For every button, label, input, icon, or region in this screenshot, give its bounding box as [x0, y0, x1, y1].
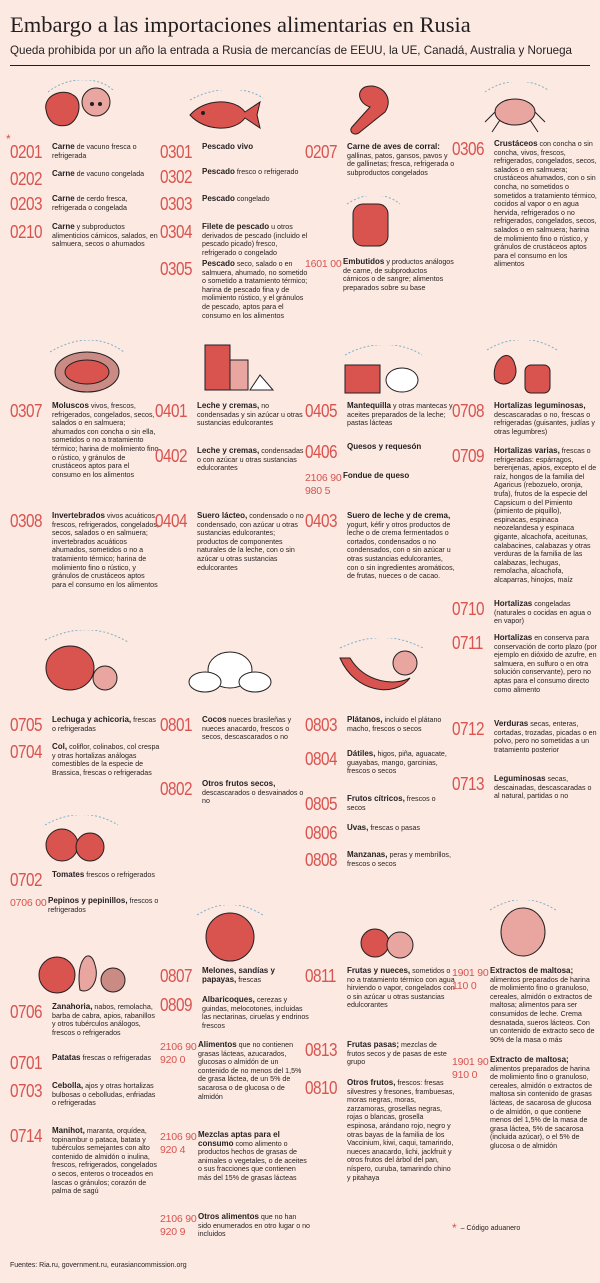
entry-0401: 0401 Leche y cremas, no condensadas y sin azúcar u otras sustancias edulcorantes — [155, 401, 303, 428]
footer-sources: Fuentes: Ria.ru, government.ru, eurasiancommission.org — [10, 1262, 187, 1269]
entry-0305: 0305 Pescado seco, salado o en salmuera, ahumado, no sometido o sometido a tratamiento térmico; harina de pescado fina y de molimiento rústico, y el gránulos de pescado, aptos para el consumo en los alimentos — [160, 259, 308, 320]
entry-0811: 0811 Frutas y nueces, sometidos o no a tratamiento térmico con agua hirviendo o vapor, congelados con o sin azúcar u otras sustancias edulcorantes — [305, 966, 455, 1010]
melon-icon — [195, 905, 265, 965]
entry-0813: 0813 Frutas pasas; mezclas de frutos secos y de pasas de este grupo — [305, 1040, 447, 1067]
entry-0709: 0709 Hortalizas varias, frescas o refrigeradas: espárragos, berenjenas, apios, excepto el de raíz, hongos de la familia del Agaricus (rebozuelo, oronja, trufa), frutos de la especie del Capsicum o del Pimiento (pimiento de piquillo), espinacas, espinaca neozelandesa y espinaca gigante, alcachofa, aceitunas, calabacines, calabazas y otras verduras de la familia de las calabazas, lechugas, remolacha, alcachofa, alcaparras, hinojos, maíz — [452, 446, 597, 584]
page-subtitle: Queda prohibida por un año la entrada a Rusia de mercancías de EEUU, la UE, Canadá, Australia y Noruega — [10, 44, 572, 57]
title-divider — [10, 65, 590, 66]
entry-2106-90-920-9: 2106 90 920 9 Otros alimentos que no han sido enumerados en otro lugar o no incluidos — [160, 1212, 310, 1239]
page-title: Embargo a las importaciones alimentarias en Rusia — [10, 12, 471, 37]
entry-0805: 0805 Frutos cítricos, frescos o secos — [305, 794, 436, 814]
entry-0207: 0207 Carne de aves de corral: gallinas, patos, gansos, pavos y de gallinetas; fresca, refrigerada o subproductos congelados — [305, 142, 455, 177]
banana-icon — [335, 638, 425, 703]
sausage-icon — [345, 196, 400, 251]
entry-0806: 0806 Uvas, frescas o pasas — [305, 823, 421, 843]
entry-0705: 0705 Lechuga y achicoria, frescas o refrigeradas — [10, 715, 156, 735]
entry-0710: 0710 Hortalizas congeladas (naturales o cocidas en agua o en vapor) — [452, 599, 592, 626]
entry-1601-00: 1601 00 Embutidos y productos análogos de carne, de subproductos cárnicos o de sangre; alimentos preparados sobre su base — [305, 257, 454, 292]
entry-0202: 0202 Carne de vacuno congelada — [10, 169, 145, 189]
entry-0210: 0210 Carne y subproductos alimenticios cárnicos, salados, en salmuera, secos o ahumados — [10, 222, 158, 249]
entry-0304: 0304 Filete de pescado u otros derivados de pescado (incluido el pescado picado) fresco, refrigerado o congelado — [160, 222, 308, 257]
entry-0801: 0801 Cocos nueces brasileñas y nueces anacardo, frescos o secos, descascarados o no — [160, 715, 292, 742]
entry-0307: 0307 Moluscos vivos, frescos, refrigerados, congelados, secos, salados o en salmuera; ahumados con concha o sin ella, sometidos o no a tratamiento térmico; harina de molimiento fino o rústico, y gránulos de crustáceos aptos para el consumo en los alimentos — [10, 401, 159, 479]
entry-0708: 0708 Hortalizas leguminosas, descascaradas o no, frescas o refrigeradas (guisantes, judías y otras legumbres) — [452, 401, 595, 436]
milk-icon — [195, 335, 275, 395]
lettuce-icon — [40, 630, 130, 695]
asterisk-icon: * — [452, 1221, 457, 1235]
entry-0703: 0703 Cebolla, ajos y otras hortalizas bulbosas o cebolludas, enfriadas o refrigeradas — [10, 1081, 156, 1108]
entry-0714: 0714 Manihot, maranta, orquídea, topinambur o pataca, batata y tubérculos semejantes con alto contenido de almidón o inulina, frescos, refrigerados, congelados o secos, enteros o troceados en lascas o gránulos; corazón de palma de sagú — [10, 1126, 157, 1196]
entry-1901-90-110-0: 1901 90 110 0 Extractos de maltosa; alimentos preparados de harina de molimiento fino o granuloso, cereales, almidón o extractos de maltosa; alimentos para ser consumidos de leche. Crema desnatada, sueros lácteos. Con un contenido de extracto seco de 90% de la masa o más — [452, 966, 595, 1044]
coconut-icon — [185, 640, 275, 700]
entry-0701: 0701 Patatas frescas o refrigeradas — [10, 1053, 152, 1073]
legend — [452, 1221, 520, 1235]
entry-0201: 0201 Carne de vacuno fresca o refrigerada — [10, 142, 137, 162]
entry-0308: 0308 Invertebrados vivos acuáticos, frescos, refrigerados, congelados, secos, salados o en salmuera; invertebrados acuáticos ahumados, sometidos o no a tratamiento térmico; harina de molimiento fino o rústico, y gránulos de crustáceos aptos para el consumo en los alimentos — [10, 511, 159, 589]
entry-0706-00: 0706 00 Pepinos y pepinillos, frescos o refrigerados — [10, 896, 159, 914]
vegetables-icon — [485, 340, 560, 395]
entry-0303: 0303 Pescado congelado — [160, 194, 270, 214]
entry-0711: 0711 Hortalizas en conserva para conservación de corto plazo (por ejemplo en dióxido de azufre, en salmuera, en sulfuro o en otra solución conservante), pero no aptas para el consumo directo como alimento — [452, 633, 597, 694]
pineapple-icon — [488, 900, 558, 960]
entry-0702: 0702 Tomates frescos o refrigerados — [10, 870, 155, 890]
entry-0403: 0403 Suero de leche y de crema, yogurt, kéfir y otros productos de leche o de crema fermentados o cortados, condensados o no condensados, con o sin azúcar u otras sustancias edulcorantes, con o sin ingredientes aromáticos, de frutas, nueces o de cacao. — [305, 511, 455, 581]
entry-0706: 0706 Zanahoria, nabos, remolacha, barba de cabra, apios, rabanillos y otros tubérculos análogos, frescos o refrigerados — [10, 1002, 155, 1037]
legend-label: – Código aduanero — [460, 1224, 521, 1232]
entry-0804: 0804 Dátiles, higos, piña, aguacate, guayabas, mango, garcinias, frescos o secos — [305, 749, 447, 776]
entry-0203: 0203 Carne de cerdo fresca, refrigerada o congelada — [10, 194, 128, 214]
entry-2106-90-980-5: 2106 90 980 5 Fondue de queso — [305, 471, 410, 497]
entry-0306: 0306 Crustáceos con concha o sin concha, vivos, frescos, refrigerados, congelados, secos, salados o en salmuera; crustáceos ahumados, con o sin concha, no sometidos o sometidos a tratamiento térmico, cocidos al vapor o en agua hervida, refrigerados o no refrigerados, congelados, secos, salados o en salmuera; harina de molimiento fino o rústico, y gránulos de crustáceos aptos para el consumo en los alimentos — [452, 139, 597, 269]
drumstick-icon — [340, 82, 400, 142]
entry-2106-90-920-4: 2106 90 920 4 Mezclas aptas para el consumo como alimento o productos hechos de grasas de animales o vegetales, o de aceites o sus fracciones que contienen más del 15% de grasas lácteas — [160, 1130, 307, 1182]
entry-0406: 0406 Quesos y requesón — [305, 442, 422, 462]
entry-0712: 0712 Verduras secas, enteras, cortadas, trozadas, picadas o en polvo, pero no sometidas a un tratamiento posterior — [452, 719, 597, 754]
fish-icon — [185, 90, 265, 135]
entry-0810: 0810 Otros frutos, frescos: fresas silvestres y fresones, frambuesas, moras negras, moras, zarzamoras, grosellas negras, rojas o blancas, grosella espinosa, arándano rojo, negro y otras bayas de la familia de los Vaccinium, kiwi, caqui, tamarindo, nueces anacardo, lichi, jackfruit y otros frutos del árbol del pan, níspero, curuba, tamarindo chino y pitahaya — [305, 1078, 455, 1182]
entry-0302: 0302 Pescado fresco o refrigerado — [160, 167, 299, 187]
asterisk-marker: * — [6, 132, 11, 146]
entry-0803: 0803 Plátanos, incluido el plátano macho, frescos o secos — [305, 715, 442, 735]
entry-0405: 0405 Mantequilla y otras mantecas y aceites preparados de la leche; pastas lácteas — [305, 401, 453, 428]
entry-0713: 0713 Leguminosas secas, descainadas, descascaradas o al natural, partidas o no — [452, 774, 592, 801]
mussel-icon — [42, 340, 127, 400]
berries-icon — [350, 905, 425, 965]
entry-0402: 0402 Leche y cremas, condensadas o con azúcar u otras sustancias edulcorantes — [155, 446, 304, 473]
entry-1901-90-910-0: 1901 90 910 0 Extracto de maltosa; alimentos preparados de harina de molimiento fino o granuloso, cereales, almidón o extractos de maltosa sin contenido de grasas lácteas, de sacarosa de glucosa o de almidón, o que contiene menos del 1,5% de la masa de grasa láctea, 5% de sacarosa (incluida azúcar), o el 5% de glucosa o de almidón — [452, 1055, 593, 1150]
entry-0301: 0301 Pescado vivo — [160, 142, 254, 162]
cheese-icon — [340, 345, 425, 395]
entry-0404: 0404 Suero lácteo, condensado o no condensado, con azúcar u otras sustancias edulcorantes; productos de componentes naturales de la leche, con o sin azúcar u otras sustancias edulcorantes — [155, 511, 304, 572]
entry-2106-90-920-0: 2106 90 920 0 Alimentos que no contienen grasas lácteas, azucarados, glucosas o almidón de un contenido de no menos del 1,5% de grasa láctea, de un 5% de sacarosa o de glucosa o de almidón — [160, 1040, 302, 1101]
entry-0809: 0809 Albaricoques, cerezas y guindas, melocotones, incluidas las nectarinas, ciruelas y endrinos frescos — [160, 995, 309, 1030]
entry-0807: 0807 Melones, sandías y papayas, frescas — [160, 966, 275, 986]
entry-0808: 0808 Manzanas, peras y membrillos, frescos o secos — [305, 850, 451, 870]
crab-icon — [480, 82, 550, 137]
entry-0704: 0704 Col, coliflor, colinabos, col crespa y otras hortalizas análogas comestibles de la especie de Brassica, frescas o refrigeradas — [10, 742, 160, 777]
entry-0802: 0802 Otros frutos secos, descascarados o desvainados o no — [160, 779, 304, 806]
tomato-icon — [40, 815, 120, 865]
root-vegetables-icon — [35, 935, 130, 1000]
meat-icon — [38, 80, 118, 135]
